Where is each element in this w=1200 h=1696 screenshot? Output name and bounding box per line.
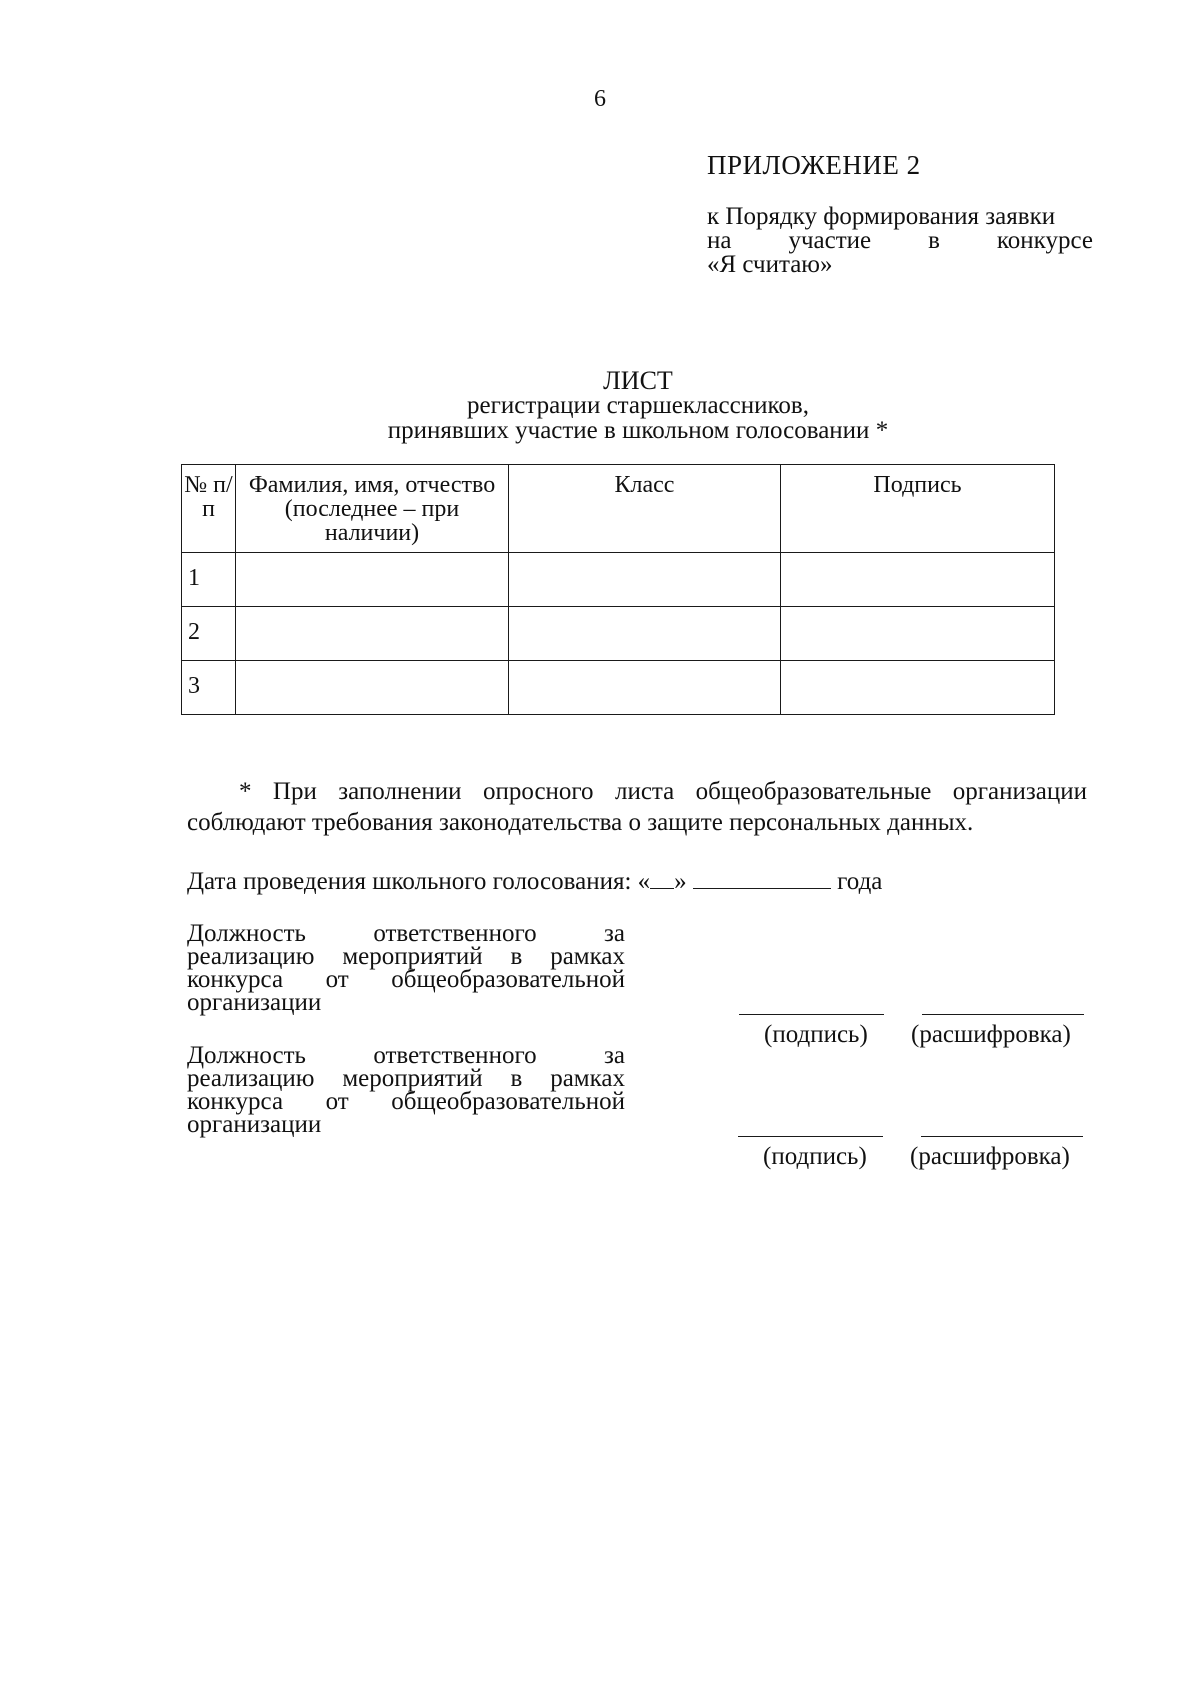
document-subtitle-line-1: регистрации старшеклассников,	[467, 392, 809, 419]
voting-date-close-quote: »	[674, 868, 687, 895]
row-number: 1	[182, 553, 236, 607]
appendix-ref-line-2	[707, 229, 1093, 253]
position-word: общеобразовательной	[391, 1088, 625, 1115]
table-row	[182, 607, 1055, 661]
position-line	[187, 1090, 625, 1113]
class-cell[interactable]	[509, 553, 781, 607]
name-cell[interactable]	[236, 553, 509, 607]
signature-caption: (подпись)	[763, 1143, 867, 1170]
header-number: № п/п	[182, 465, 236, 553]
signature-cell[interactable]	[781, 607, 1055, 661]
position-word: реализацию	[187, 1065, 315, 1092]
header-full-name: Фамилия, имя, отчество (последнее – при наличии)	[236, 465, 509, 553]
document-subtitle-line-2: принявших участие в школьном голосовании *	[387, 417, 889, 444]
month-blank[interactable]	[693, 868, 831, 889]
position-line	[187, 945, 625, 968]
responsible-position-block	[187, 922, 625, 1014]
position-line: организации	[187, 1111, 322, 1138]
appendix-ref-word: конкурсе	[996, 227, 1093, 254]
position-word: за	[604, 920, 625, 947]
footnote: * При заполнении опросного листа общеобразовательные организации соблюдают требования законодательства о защите персональных данных.	[187, 778, 1087, 836]
document-title: ЛИСТ	[603, 366, 673, 395]
position-line	[187, 1044, 625, 1067]
class-cell[interactable]	[509, 607, 781, 661]
appendix-ref-word: в	[928, 227, 940, 254]
position-word: за	[604, 1042, 625, 1069]
appendix-title: ПРИЛОЖЕНИЕ 2	[707, 150, 921, 180]
position-word: Должность	[187, 1042, 306, 1069]
signature-cell[interactable]	[781, 553, 1055, 607]
position-word: от	[325, 966, 349, 993]
position-line	[187, 1067, 625, 1090]
decode-caption: (расшифровка)	[911, 1021, 1071, 1048]
voting-date-suffix: года	[837, 868, 883, 895]
position-word: мероприятий	[342, 943, 483, 970]
appendix-ref-word: участие	[788, 227, 872, 254]
registration-table	[181, 464, 1055, 715]
position-word: в	[510, 943, 523, 970]
row-number: 2	[182, 607, 236, 661]
decode-line[interactable]	[922, 1014, 1084, 1015]
signature-cell[interactable]	[781, 661, 1055, 715]
table-row	[182, 553, 1055, 607]
appendix-reference	[707, 205, 1093, 277]
row-number: 3	[182, 661, 236, 715]
signature-line[interactable]	[739, 1014, 884, 1015]
position-line	[187, 922, 625, 945]
table-row	[182, 661, 1055, 715]
name-cell[interactable]	[236, 661, 509, 715]
signature-line[interactable]	[738, 1136, 883, 1137]
responsible-position-block	[187, 1044, 625, 1136]
position-word: в	[510, 1065, 523, 1092]
position-word: рамках	[550, 943, 625, 970]
position-word: мероприятий	[342, 1065, 483, 1092]
header-class: Класс	[509, 465, 781, 553]
voting-date-label: Дата проведения школьного голосования: «	[187, 868, 651, 895]
position-word: конкурса	[187, 1088, 284, 1115]
appendix-ref-line-3: «Я считаю»	[707, 251, 833, 278]
table-header-row	[182, 465, 1055, 553]
document-heading	[300, 368, 976, 443]
decode-line[interactable]	[921, 1136, 1083, 1137]
position-word: от	[325, 1088, 349, 1115]
voting-date-line	[187, 868, 882, 896]
page-number: 6	[594, 86, 606, 112]
position-word: Должность	[187, 920, 306, 947]
position-word: ответственного	[373, 1042, 537, 1069]
position-word: общеобразовательной	[391, 966, 625, 993]
appendix-ref-line-1: к Порядку формирования заявки	[707, 203, 1056, 230]
position-word: рамках	[550, 1065, 625, 1092]
position-word: ответственного	[373, 920, 537, 947]
name-cell[interactable]	[236, 607, 509, 661]
header-signature: Подпись	[781, 465, 1055, 553]
class-cell[interactable]	[509, 661, 781, 715]
position-line	[187, 968, 625, 991]
decode-caption: (расшифровка)	[910, 1143, 1070, 1170]
signature-caption: (подпись)	[764, 1021, 868, 1048]
appendix-ref-word: на	[707, 227, 732, 254]
day-blank[interactable]	[650, 868, 674, 889]
position-word: реализацию	[187, 943, 315, 970]
position-line: организации	[187, 989, 322, 1016]
position-word: конкурса	[187, 966, 284, 993]
